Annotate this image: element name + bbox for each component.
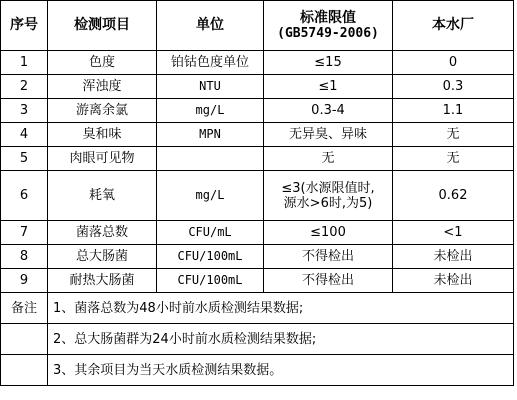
cell-unit[interactable]: MPN bbox=[157, 123, 264, 147]
cell-unit[interactable]: mg/L bbox=[157, 171, 264, 221]
cell-standard[interactable]: ≤1 bbox=[264, 75, 393, 99]
cell-standard-line: 源水>6时,为5) bbox=[283, 195, 373, 211]
cell-item[interactable]: 色度 bbox=[48, 51, 157, 75]
cell-unit[interactable]: 铂钴色度单位 bbox=[157, 51, 264, 75]
table-row bbox=[1, 123, 514, 147]
cell-standard[interactable]: 无 bbox=[264, 147, 393, 171]
cell-plant[interactable]: <1 bbox=[393, 221, 514, 245]
cell-unit[interactable] bbox=[157, 147, 264, 171]
header-item[interactable]: 检测项目 bbox=[48, 1, 157, 51]
cell-plant[interactable]: 未检出 bbox=[393, 245, 514, 269]
cell-item[interactable]: 耗氧 bbox=[48, 171, 157, 221]
cell-no[interactable]: 7 bbox=[1, 221, 48, 245]
cell-standard[interactable]: 不得检出 bbox=[264, 245, 393, 269]
cell-plant[interactable]: 0.62 bbox=[393, 171, 514, 221]
cell-standard-line: ≤3(水源限值时, bbox=[281, 180, 375, 196]
cell-unit[interactable]: CFU/mL bbox=[157, 221, 264, 245]
cell-standard[interactable]: 0.3-4 bbox=[264, 99, 393, 123]
cell-standard[interactable]: 不得检出 bbox=[264, 269, 393, 293]
notes-row bbox=[1, 324, 514, 355]
note-item[interactable]: 3、其余项目为当天水质检测结果数据。 bbox=[48, 355, 514, 386]
cell-plant[interactable]: 无 bbox=[393, 123, 514, 147]
notes-label-empty[interactable] bbox=[1, 324, 48, 355]
note-item[interactable]: 2、总大肠菌群为24小时前水质检测结果数据; bbox=[48, 324, 514, 355]
notes-label-empty[interactable] bbox=[1, 355, 48, 386]
table-row bbox=[1, 245, 514, 269]
cell-item[interactable]: 臭和味 bbox=[48, 123, 157, 147]
cell-no[interactable]: 8 bbox=[1, 245, 48, 269]
header-standard-code: (GB5749-2006) bbox=[277, 25, 379, 41]
table-row bbox=[1, 147, 514, 171]
cell-plant[interactable]: 未检出 bbox=[393, 269, 514, 293]
table-header-row bbox=[1, 1, 514, 51]
header-plant[interactable]: 本水厂 bbox=[393, 1, 514, 51]
cell-plant[interactable]: 1.1 bbox=[393, 99, 514, 123]
table-row bbox=[1, 269, 514, 293]
notes-label[interactable]: 备注 bbox=[1, 293, 48, 324]
cell-item[interactable]: 总大肠菌 bbox=[48, 245, 157, 269]
table-row bbox=[1, 99, 514, 123]
cell-plant[interactable]: 0 bbox=[393, 51, 514, 75]
cell-unit[interactable]: mg/L bbox=[157, 99, 264, 123]
header-unit[interactable]: 单位 bbox=[157, 1, 264, 51]
cell-standard[interactable]: ≤100 bbox=[264, 221, 393, 245]
cell-no[interactable]: 9 bbox=[1, 269, 48, 293]
table-row bbox=[1, 221, 514, 245]
cell-no[interactable]: 2 bbox=[1, 75, 48, 99]
cell-no[interactable]: 4 bbox=[1, 123, 48, 147]
header-no[interactable]: 序号 bbox=[1, 1, 48, 51]
cell-unit[interactable]: CFU/100mL bbox=[157, 269, 264, 293]
notes-row bbox=[1, 355, 514, 386]
cell-unit[interactable]: NTU bbox=[157, 75, 264, 99]
cell-item[interactable]: 游离余氯 bbox=[48, 99, 157, 123]
table-row bbox=[1, 171, 514, 221]
table-row bbox=[1, 51, 514, 75]
cell-no[interactable]: 3 bbox=[1, 99, 48, 123]
cell-standard[interactable] bbox=[264, 171, 393, 221]
cell-plant[interactable]: 0.3 bbox=[393, 75, 514, 99]
cell-standard[interactable]: 无异臭、异味 bbox=[264, 123, 393, 147]
cell-item[interactable]: 浑浊度 bbox=[48, 75, 157, 99]
notes-row bbox=[1, 293, 514, 324]
cell-no[interactable]: 5 bbox=[1, 147, 48, 171]
cell-plant[interactable]: 无 bbox=[393, 147, 514, 171]
cell-item[interactable]: 菌落总数 bbox=[48, 221, 157, 245]
cell-item[interactable]: 肉眼可见物 bbox=[48, 147, 157, 171]
cell-unit[interactable]: CFU/100mL bbox=[157, 245, 264, 269]
note-item[interactable]: 1、菌落总数为48小时前水质检测结果数据; bbox=[48, 293, 514, 324]
header-standard-title: 标准限值 bbox=[300, 9, 356, 26]
cell-no[interactable]: 6 bbox=[1, 171, 48, 221]
header-standard[interactable] bbox=[264, 1, 393, 51]
cell-standard[interactable]: ≤15 bbox=[264, 51, 393, 75]
table-row bbox=[1, 75, 514, 99]
cell-item[interactable]: 耐热大肠菌 bbox=[48, 269, 157, 293]
cell-no[interactable]: 1 bbox=[1, 51, 48, 75]
